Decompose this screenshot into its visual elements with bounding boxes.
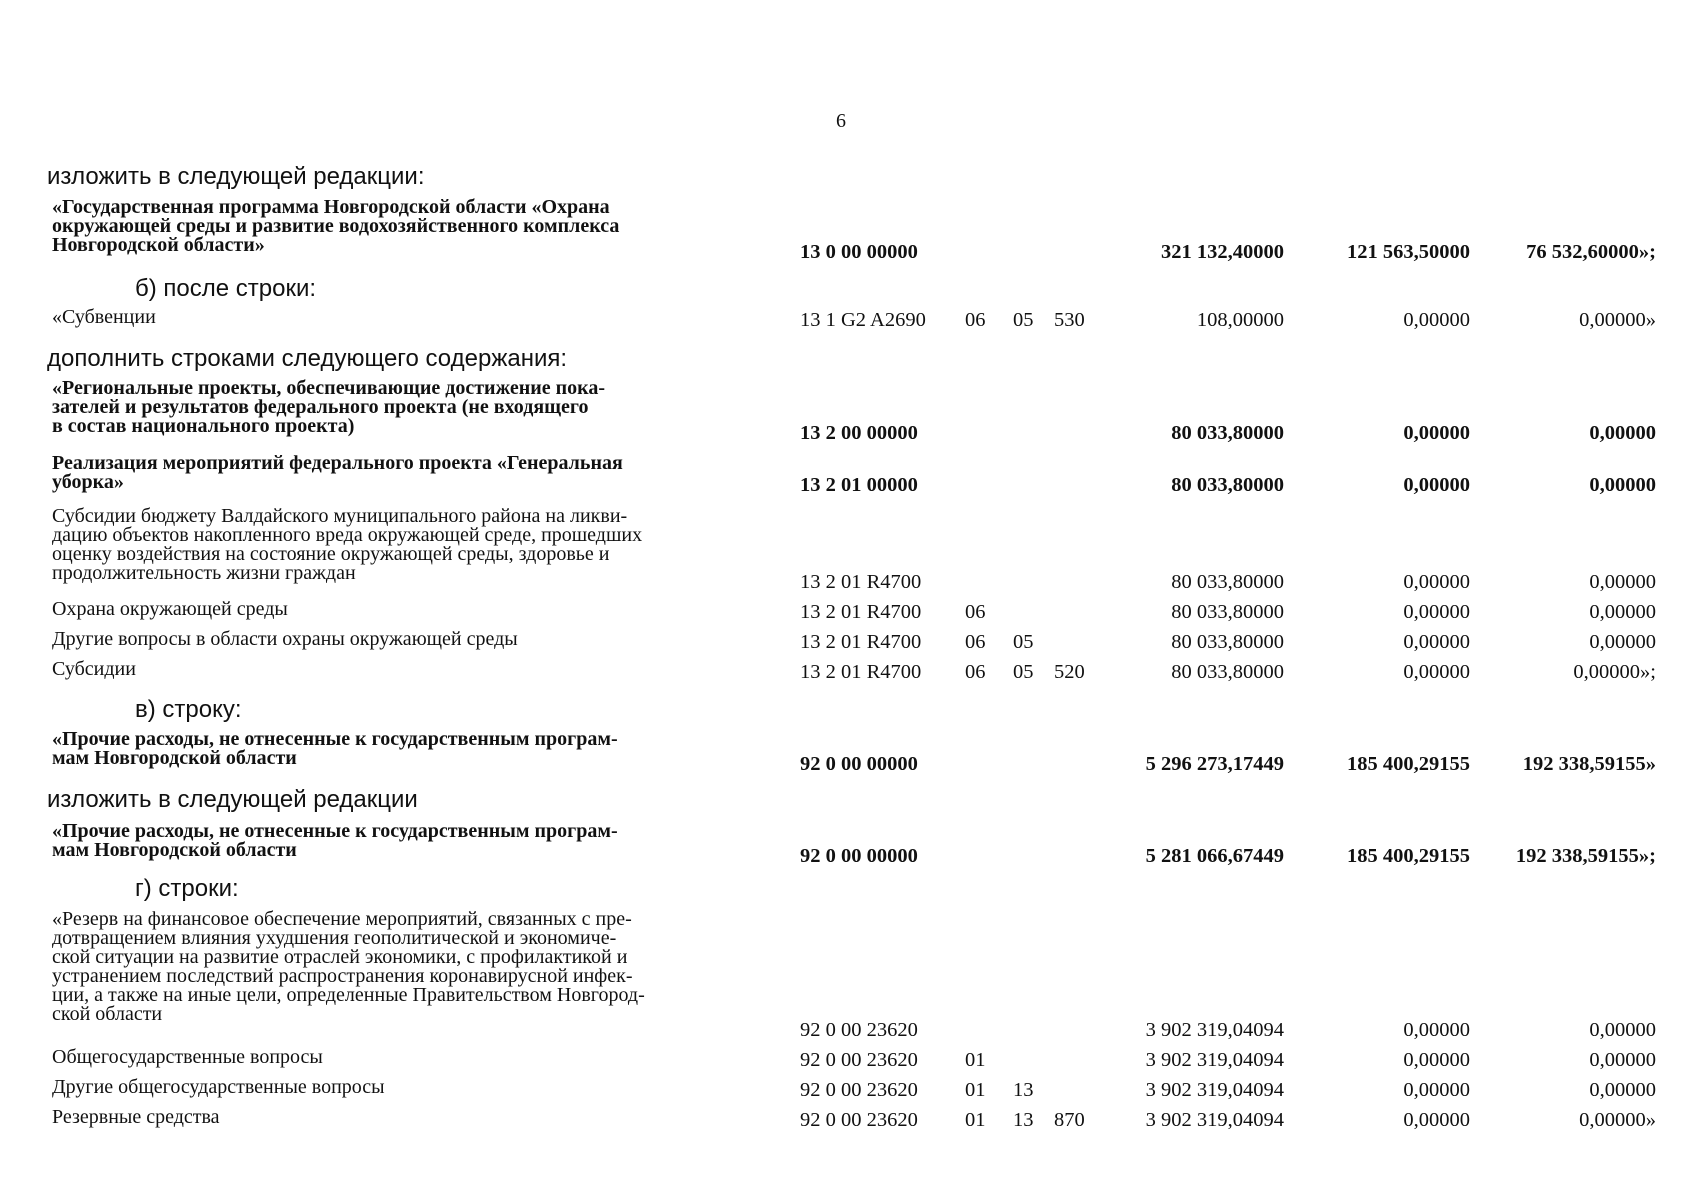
- row-code: 92 0 00 23620: [800, 1109, 918, 1131]
- row-value-2: 0,00000: [1403, 309, 1470, 331]
- row-value-3: 0,00000»: [1579, 309, 1656, 331]
- heading-lines-g: г) строки:: [135, 875, 239, 902]
- row-value-3: 0,00000: [1589, 571, 1656, 593]
- row-value-2: 0,00000: [1403, 474, 1470, 496]
- row-pr: 05: [1013, 631, 1034, 653]
- row-name: «Государственная программа Новгородской области «Охрана окружающей среды и развитие водохозяйственного комплекса Новгородской области»: [52, 196, 620, 256]
- table-row-general-cleanup: [0, 454, 1695, 497]
- table-row-env-other: [0, 630, 1695, 654]
- row-code: 92 0 00 23620: [800, 1019, 918, 1041]
- row-value-3: 0,00000»: [1579, 1109, 1656, 1131]
- heading-after-line: б) после строки:: [135, 275, 317, 302]
- row-name: «Субвенции: [52, 306, 156, 328]
- page-number: 6: [836, 110, 846, 132]
- row-value-1: 80 033,80000: [1171, 631, 1284, 653]
- heading-add-lines: дополнить строками следующего содержания:: [47, 345, 568, 372]
- row-vr: 520: [1054, 661, 1085, 683]
- row-value-3: 0,00000: [1589, 422, 1656, 444]
- row-value-3: 0,00000: [1589, 1079, 1656, 1101]
- table-row-general-state: [0, 1048, 1695, 1072]
- table-row-reserve-funds: [0, 1108, 1695, 1132]
- row-value-2: 0,00000: [1403, 571, 1470, 593]
- row-name: Субсидии бюджету Валдайского муниципального района на ликви- дацию объектов накопленного вреда окружающей среде, прошедших оценку воздействия на состояние окружающей среды, здоровье и продолжительность жизни граждан: [52, 505, 643, 584]
- row-pr: 13: [1013, 1079, 1034, 1101]
- row-value-1: 3 902 319,04094: [1145, 1079, 1284, 1101]
- heading-line-v: в) строку:: [135, 696, 242, 723]
- row-code: 13 2 01 R4700: [800, 661, 922, 683]
- row-rz: 06: [965, 631, 986, 653]
- row-name: Субсидии: [52, 658, 136, 680]
- row-value-1: 5 296 273,17449: [1145, 753, 1284, 775]
- row-code: 92 0 00 23620: [800, 1049, 918, 1071]
- row-value-1: 3 902 319,04094: [1145, 1049, 1284, 1071]
- row-pr: 05: [1013, 309, 1034, 331]
- table-row-subventions: [0, 308, 1695, 332]
- row-code: 13 0 00 00000: [800, 241, 918, 263]
- row-rz: 01: [965, 1049, 986, 1071]
- row-value-2: 0,00000: [1403, 1079, 1470, 1101]
- row-value-1: 80 033,80000: [1171, 571, 1284, 593]
- row-value-1: 3 902 319,04094: [1145, 1109, 1284, 1131]
- row-value-1: 80 033,80000: [1171, 661, 1284, 683]
- row-code: 13 2 01 00000: [800, 474, 918, 496]
- row-value-1: 3 902 319,04094: [1145, 1019, 1284, 1041]
- row-value-3: 0,00000: [1589, 631, 1656, 653]
- row-code: 13 2 01 R4700: [800, 631, 922, 653]
- row-name: «Прочие расходы, не отнесенные к государственным програм- мам Новгородской области: [52, 728, 618, 769]
- row-value-2: 0,00000: [1403, 1109, 1470, 1131]
- heading-amend-2: изложить в следующей редакции: [47, 786, 418, 813]
- row-name: Охрана окружающей среды: [52, 598, 288, 620]
- table-row-subsidies: [0, 660, 1695, 684]
- row-value-2: 0,00000: [1403, 422, 1470, 444]
- table-row-general-other: [0, 1078, 1695, 1102]
- row-pr: 05: [1013, 661, 1034, 683]
- row-value-2: 185 400,29155: [1347, 845, 1470, 867]
- table-row-env-protection: [0, 600, 1695, 624]
- row-vr: 530: [1054, 309, 1085, 331]
- row-rz: 06: [965, 601, 986, 623]
- row-value-2: 0,00000: [1403, 601, 1470, 623]
- row-name: Другие общегосударственные вопросы: [52, 1076, 385, 1098]
- row-value-3: 0,00000: [1589, 1049, 1656, 1071]
- row-name: Другие вопросы в области охраны окружающей среды: [52, 628, 518, 650]
- row-value-3: 192 338,59155»: [1522, 753, 1656, 775]
- row-code: 92 0 00 23620: [800, 1079, 918, 1101]
- row-value-2: 0,00000: [1403, 661, 1470, 683]
- row-name: Реализация мероприятий федерального проекта «Генеральная уборка»: [52, 452, 623, 493]
- table-row-other-expenses-new: [0, 822, 1695, 868]
- table-row-other-expenses-old: [0, 730, 1695, 776]
- row-value-3: 0,00000: [1589, 474, 1656, 496]
- row-code: 13 2 01 R4700: [800, 601, 922, 623]
- row-code: 13 2 01 R4700: [800, 571, 922, 593]
- row-value-3: 0,00000: [1589, 1019, 1656, 1041]
- row-value-2: 0,00000: [1403, 631, 1470, 653]
- table-row-regional-projects: [0, 379, 1695, 445]
- row-code: 92 0 00 00000: [800, 753, 918, 775]
- row-rz: 06: [965, 661, 986, 683]
- row-rz: 06: [965, 309, 986, 331]
- row-value-1: 80 033,80000: [1171, 474, 1284, 496]
- row-value-2: 121 563,50000: [1347, 241, 1470, 263]
- row-name: «Резерв на финансовое обеспечение мероприятий, связанных с пре- дотвращением влияния ухудшения геополитической и экономиче- ской ситуации на развитие отраслей экономики, с профилактикой и устранением последствий распространения коронавирусной инфек- ции, а также на иные цели, определенные Правительством Новгород- ской области: [52, 908, 645, 1025]
- row-code: 92 0 00 00000: [800, 845, 918, 867]
- row-value-3: 0,00000»;: [1573, 661, 1656, 683]
- row-value-1: 80 033,80000: [1171, 422, 1284, 444]
- table-row-valdai-subsidy: [0, 507, 1695, 594]
- row-value-3: 76 532,60000»;: [1526, 241, 1656, 263]
- row-value-3: 192 338,59155»;: [1515, 845, 1656, 867]
- row-code: 13 1 G2 A2690: [800, 309, 926, 331]
- row-pr: 13: [1013, 1109, 1034, 1131]
- table-row-gp-13: [0, 198, 1695, 264]
- row-rz: 01: [965, 1079, 986, 1101]
- row-value-1: 5 281 066,67449: [1145, 845, 1284, 867]
- row-value-2: 0,00000: [1403, 1019, 1470, 1041]
- row-value-3: 0,00000: [1589, 601, 1656, 623]
- table-row-reserve: [0, 910, 1695, 1042]
- row-code: 13 2 00 00000: [800, 422, 918, 444]
- row-value-1: 80 033,80000: [1171, 601, 1284, 623]
- row-vr: 870: [1054, 1109, 1085, 1131]
- row-value-1: 108,00000: [1196, 309, 1284, 331]
- row-name: «Региональные проекты, обеспечивающие достижение пока- зателей и результатов федерального проекта (не входящего в состав национального проекта): [52, 377, 606, 437]
- row-value-1: 321 132,40000: [1161, 241, 1284, 263]
- row-rz: 01: [965, 1109, 986, 1131]
- heading-amend-1: изложить в следующей редакции:: [47, 163, 425, 190]
- row-name: Общегосударственные вопросы: [52, 1046, 323, 1068]
- row-name: «Прочие расходы, не отнесенные к государственным програм- мам Новгородской области: [52, 820, 618, 861]
- row-value-2: 0,00000: [1403, 1049, 1470, 1071]
- row-value-2: 185 400,29155: [1347, 753, 1470, 775]
- row-name: Резервные средства: [52, 1106, 220, 1128]
